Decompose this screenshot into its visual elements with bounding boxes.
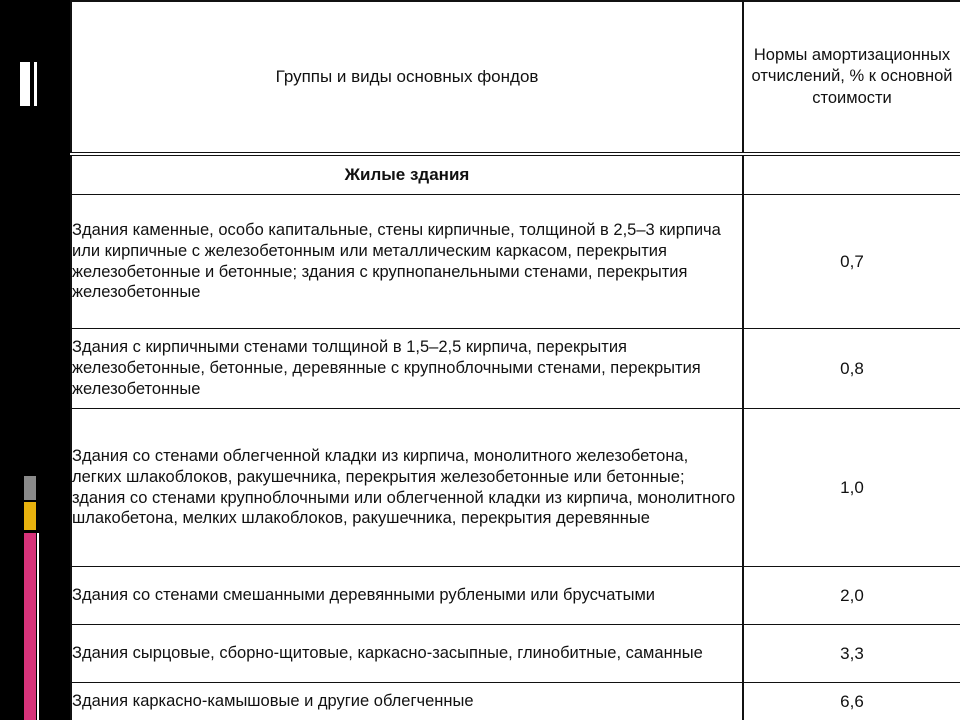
row-description: Здания каменные, особо капитальные, стены кирпичные, толщиной в 2,5–3 кирпича или кирпичные с железобетонным или металлическим каркасом, перекрытия железобетонные и бетонные; здания с крупнопанельными стенами, перекрытия железобетонные [71,195,743,329]
decorative-bar [37,533,39,720]
row-description: Здания со стенами облегченной кладки из кирпича, монолитного железобетона, легких шлакоблоков, ракушечника, перекрытия железобетонные или бетонные; здания со стенами крупноблочными или облегченной кладки из кирпича, монолитного шлакобетона, мелких шлакоблоков, ракушечника, перекрытия деревянные [71,409,743,567]
row-description: Здания со стенами смешанными деревянными рублеными или брусчатыми [71,567,743,625]
table-header-row [71,1,960,154]
section-title: Жилые здания [71,154,743,195]
row-norm: 2,0 [743,567,960,625]
decorative-bar [34,62,37,106]
row-norm: 6,6 [743,683,960,720]
header-groups: Группы и виды основных фондов [71,1,743,154]
table-row [71,625,960,683]
header-norms: Нормы амортизационных отчислений, % к основной стоимости [743,1,960,154]
row-description: Здания сырцовые, сборно-щитовые, каркасно-засыпные, глинобитные, саманные [71,625,743,683]
row-description: Здания с кирпичными стенами толщиной в 1,5–2,5 кирпича, перекрытия железобетонные, бетонные, деревянные с крупноблочными стенами, перекрытия железобетонные [71,329,743,409]
row-description: Здания каркасно-камышовые и другие облегченные [71,683,743,720]
table-row [71,195,960,329]
decorative-bar [24,533,36,720]
row-norm: 0,8 [743,329,960,409]
table-row [71,683,960,720]
row-norm: 0,7 [743,195,960,329]
table-row [71,409,960,567]
row-norm: 3,3 [743,625,960,683]
section-empty-cell [743,154,960,195]
row-norm: 1,0 [743,409,960,567]
decorative-bar [24,502,36,530]
decorative-bar [20,62,30,106]
depreciation-norms-table [70,0,960,720]
table-row [71,329,960,409]
section-row [71,154,960,195]
table-row [71,567,960,625]
decorative-bar [24,476,36,500]
left-decorative-band [0,0,70,720]
